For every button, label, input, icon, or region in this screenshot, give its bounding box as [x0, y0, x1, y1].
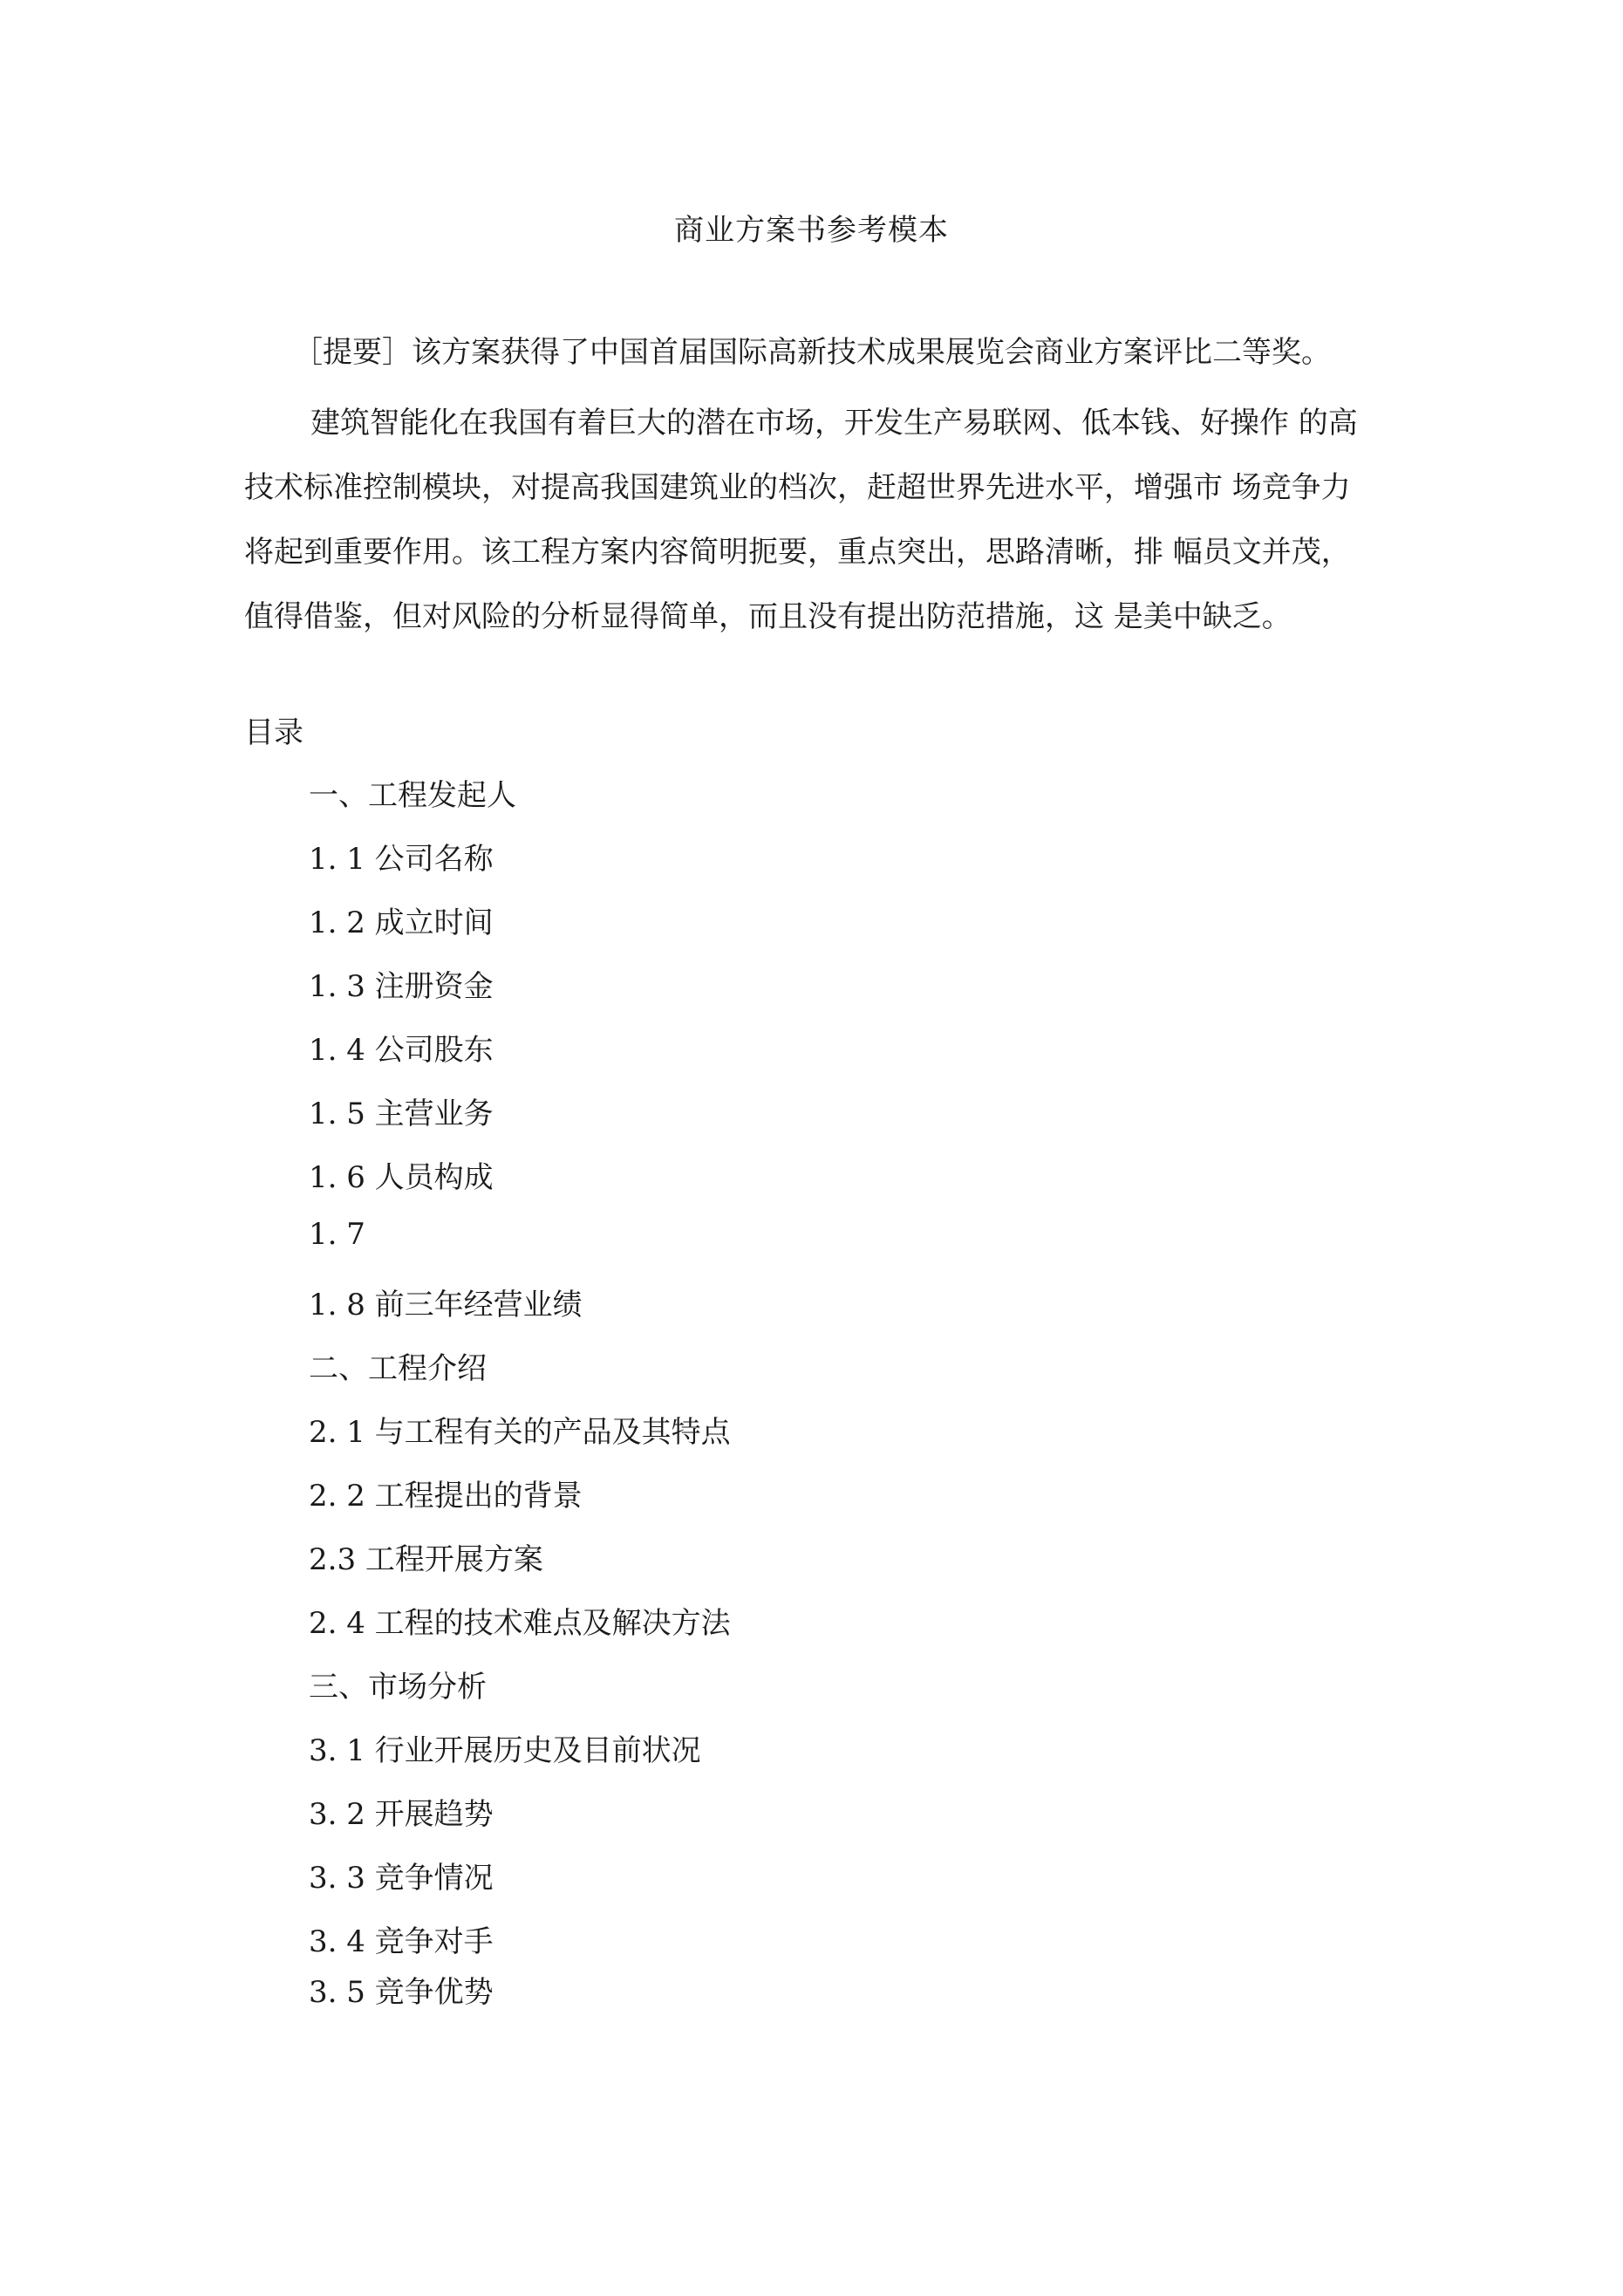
- toc-item: 1. 3 注册资金: [309, 969, 494, 1004]
- toc-item: 1. 6 人员构成: [309, 1160, 494, 1195]
- toc-item: 1. 7: [309, 1217, 365, 1252]
- toc-item: 1. 8 前三年经营业绩: [309, 1288, 583, 1322]
- toc-item: 一、工程发起人: [309, 778, 516, 813]
- toc-item: 2.3 工程开展方案: [309, 1542, 543, 1577]
- summary-text: ［提要］该方案获得了中国首届国际高新技术成果展览会商业方案评比二等奖。: [293, 335, 1331, 370]
- toc-item: 1. 1 公司名称: [309, 842, 494, 877]
- toc-heading: 目录: [244, 715, 303, 750]
- toc-item: 3. 4 竞争对手: [309, 1924, 494, 1959]
- toc-item: 1. 4 公司股东: [309, 1033, 494, 1068]
- paragraph-line: 建筑智能化在我国有着巨大的潜在市场，开发生产易联网、低本钱、好操作 的高: [310, 406, 1358, 441]
- paragraph-line: 技术标准控制模块，对提高我国建筑业的档次，赶超世界先进水平，增强市 场竞争力: [244, 470, 1351, 505]
- toc-item: 2. 2 工程提出的背景: [309, 1479, 583, 1514]
- toc-item: 3. 2 开展趋势: [309, 1797, 494, 1832]
- toc-item: 3. 5 竞争优势: [309, 1975, 494, 2010]
- toc-item: 三、市场分析: [309, 1670, 487, 1705]
- intro-paragraph: [244, 391, 1395, 649]
- toc-item: 3. 3 竞争情况: [309, 1861, 494, 1896]
- toc-item: 1. 2 成立时间: [309, 905, 494, 940]
- paragraph-line: 值得借鉴，但对风险的分析显得简单，而且没有提出防范措施，这 是美中缺乏。: [244, 599, 1292, 634]
- toc-item: 二、工程介绍: [309, 1351, 487, 1386]
- toc-item: 2. 1 与工程有关的产品及其特点: [309, 1415, 731, 1450]
- document-title: 商业方案书参考模本: [674, 213, 949, 248]
- toc-item: 3. 1 行业开展历史及目前状况: [309, 1733, 701, 1768]
- toc-item: 2. 4 工程的技术难点及解决方法: [309, 1606, 731, 1641]
- paragraph-line: 将起到重要作用。该工程方案内容简明扼要，重点突出，思路清晰，排 幅员文并茂，: [244, 535, 1351, 570]
- toc-item: 1. 5 主营业务: [309, 1097, 494, 1131]
